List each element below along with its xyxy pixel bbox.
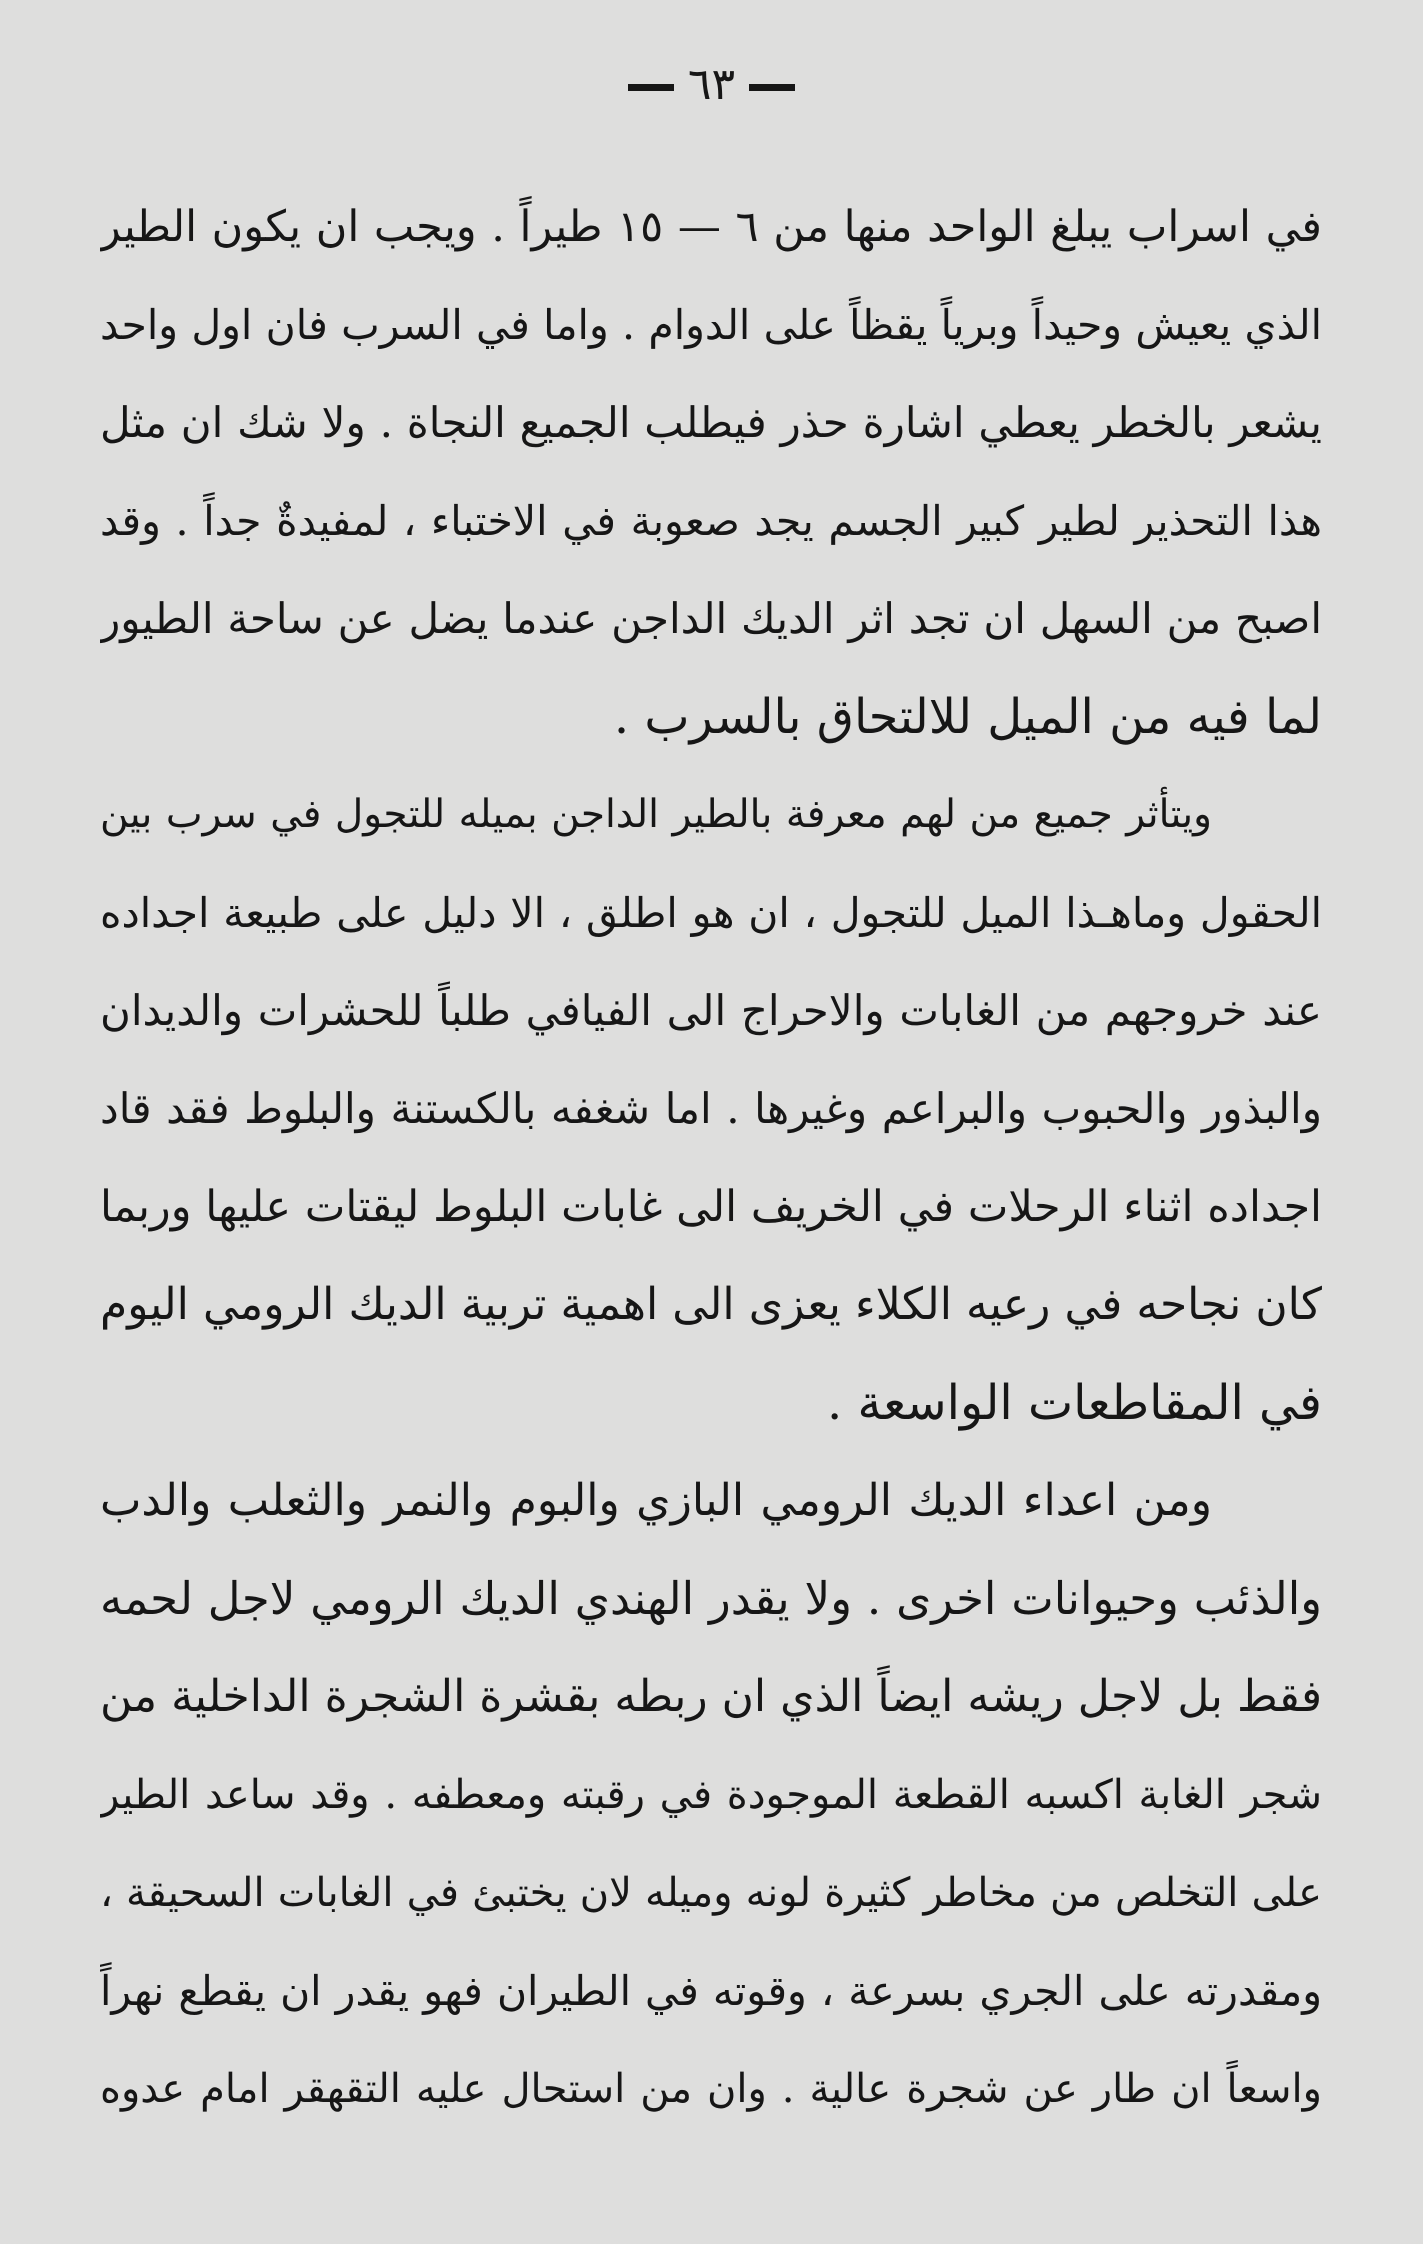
text-line: عند خروجهم من الغابات والاحراج الى الفيافي طلباً للحشرات والديدان [100, 986, 1322, 1035]
page-number-text: ٦٣ [687, 59, 736, 110]
text-line: واسعاً ان طار عن شجرة عالية . وان من استحال عليه التقهقر امام عدوه [100, 2066, 1322, 2112]
body-text [100, 178, 1322, 2138]
text-line: في المقاطعات الواسعة . [827, 1375, 1322, 1431]
text-line: شجر الغابة اكسبه القطعة الموجودة في رقبته ومعطفه . وقد ساعد الطير [100, 1772, 1322, 1818]
text-line: والذئب وحيوانات اخرى . ولا يقدر الهندي الديك الرومي لاجل لحمه [100, 1572, 1322, 1625]
text-line: ومقدرته على الجري بسرعة ، وقوته في الطيران فهو يقدر ان يقطع نهراً [100, 1967, 1322, 2015]
text-line: كان نجاحه في رعيه الكلاء يعزى الى اهمية تربية الديك الرومي اليوم [100, 1279, 1322, 1330]
text-line: اصبح من السهل ان تجد اثر الديك الداجن عندما يضل عن ساحة الطيور [100, 594, 1322, 643]
text-line: هذا التحذير لطير كبير الجسم يجد صعوبة في الاختباء ، لمفيدةٌ جداً . وقد [100, 497, 1322, 545]
text-line: الحقول وماهـذا الميل للتجول ، ان هو اطلق ، الا دليل على طبيعة اجداده [100, 889, 1322, 937]
text-line: لما فيه من الميل للالتحاق بالسرب . [613, 689, 1322, 745]
text-line: فقط بل لاجل ريشه ايضاً الذي ان ربطه بقشرة الشجرة الداخلية من [100, 1671, 1322, 1722]
text-line: ومن اعداء الديك الرومي البازي والبوم والنمر والثعلب والدب [100, 1475, 1212, 1526]
page-number-dash-left [628, 84, 674, 91]
text-line: اجداده اثناء الرحلات في الخريف الى غابات البلوط ليقتات عليها وربما [100, 1182, 1322, 1232]
text-line: والبذور والحبوب والبراعم وغيرها . اما شغفه بالكستنة والبلوط فقد قاد [100, 1084, 1322, 1133]
text-line: يشعر بالخطر يعطي اشارة حذر فيطلب الجميع النجاة . ولا شك ان مثل [100, 398, 1322, 447]
page-number-dash-right [749, 84, 795, 91]
text-line: الذي يعيش وحيداً وبرياً يقظاً على الدوام . واما في السرب فان اول واحد [100, 301, 1322, 349]
text-line: في اسراب يبلغ الواحد منها من ٦ — ١٥ طيراً . ويجب ان يكون الطير [100, 202, 1322, 252]
text-line: ويتأثر جميع من لهم معرفة بالطير الداجن بميله للتجول في سرب بين [100, 792, 1212, 837]
text-line: على التخلص من مخاطر كثيرة لونه وميله لان يختبئ في الغابات السحيقة ، [100, 1870, 1322, 1916]
page-number [0, 55, 1423, 115]
